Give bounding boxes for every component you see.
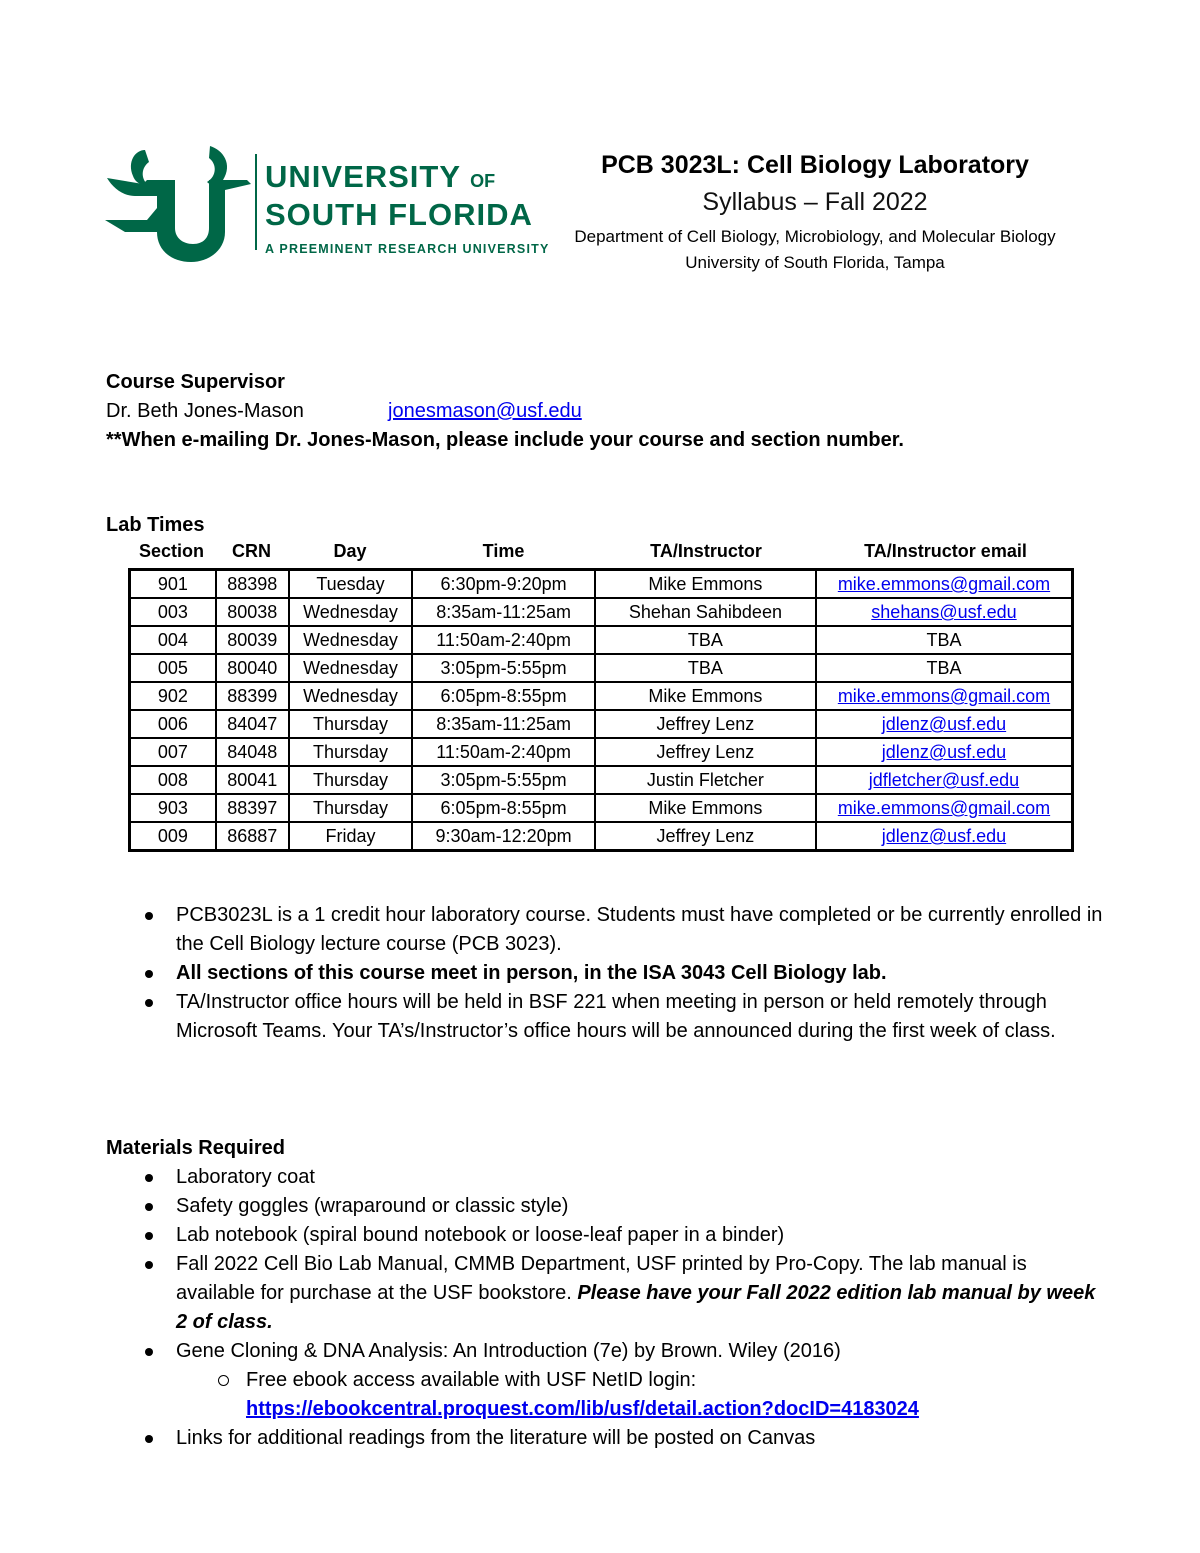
logo-of: OF <box>470 171 496 191</box>
logo-wordmark <box>265 160 550 256</box>
title-block <box>555 148 1075 276</box>
course-notes-list <box>106 901 1106 1046</box>
email-link[interactable]: mike.emmons@gmail.com <box>837 798 1051 818</box>
cell-time: 8:35am-11:25am <box>412 598 594 626</box>
list-item <box>106 1250 1106 1337</box>
supervisor-name: Dr. Beth Jones-Mason <box>106 400 304 422</box>
email-link[interactable]: jdlenz@usf.edu <box>881 742 1007 762</box>
list-item: Lab notebook (spiral bound notebook or loose-leaf paper in a binder) <box>106 1221 1106 1250</box>
cell-day: Thursday <box>289 794 413 822</box>
email-link[interactable]: shehans@usf.edu <box>871 602 1017 622</box>
logo-divider <box>255 154 257 250</box>
column-header-day: Day <box>333 541 367 561</box>
cell-instructor: Justin Fletcher <box>595 766 816 794</box>
university-campus: University of South Florida, Tampa <box>685 253 945 272</box>
cell-email <box>816 710 1073 738</box>
lab-times-heading-wrap <box>106 511 1106 540</box>
cell-crn: 88398 <box>216 570 289 599</box>
cell-email <box>816 822 1073 851</box>
email-link[interactable]: jdfletcher@usf.edu <box>868 770 1020 790</box>
usf-logo <box>105 140 550 265</box>
cell-day: Thursday <box>289 738 413 766</box>
cell-time: 3:05pm-5:55pm <box>412 766 594 794</box>
cell-crn: 86887 <box>216 822 289 851</box>
list-item <box>106 1337 1106 1424</box>
table-row <box>130 794 1073 822</box>
cell-crn: 80040 <box>216 654 289 682</box>
list-item: Safety goggles (wraparound or classic style) <box>106 1192 1106 1221</box>
syllabus-subtitle: Syllabus – Fall 2022 <box>702 188 928 216</box>
cell-instructor: Shehan Sahibdeen <box>595 598 816 626</box>
column-header-ta-instructor: TA/Instructor <box>650 541 762 561</box>
cell-crn: 80039 <box>216 626 289 654</box>
course-supervisor-section <box>106 368 1106 455</box>
supervisor-email-link[interactable]: jonesmason@usf.edu <box>388 400 582 422</box>
lab-manual-emphasis: Please have your Fall 2022 edition lab manual by week 2 of class. <box>176 1282 1096 1333</box>
cell-email: TBA <box>816 626 1073 654</box>
cell-section: 003 <box>130 598 216 626</box>
cell-section: 903 <box>130 794 216 822</box>
table-row <box>130 738 1073 766</box>
cell-time: 6:05pm-8:55pm <box>412 794 594 822</box>
list-item: Links for additional readings from the literature will be posted on Canvas <box>106 1424 1106 1453</box>
cell-crn: 88397 <box>216 794 289 822</box>
logo-tagline: A PREEMINENT RESEARCH UNIVERSITY <box>265 242 550 256</box>
table-row <box>130 682 1073 710</box>
cell-section: 005 <box>130 654 216 682</box>
email-link[interactable]: jdlenz@usf.edu <box>881 714 1007 734</box>
column-header-ta-email: TA/Instructor email <box>864 541 1027 561</box>
table-row <box>130 570 1073 599</box>
cell-time: 8:35am-11:25am <box>412 710 594 738</box>
cell-crn: 84047 <box>216 710 289 738</box>
cell-day: Thursday <box>289 766 413 794</box>
cell-section: 009 <box>130 822 216 851</box>
cell-instructor: Jeffrey Lenz <box>595 822 816 851</box>
logo-south-florida: SOUTH FLORIDA <box>265 197 533 232</box>
cell-instructor: Jeffrey Lenz <box>595 738 816 766</box>
cell-section: 007 <box>130 738 216 766</box>
cell-email <box>816 738 1073 766</box>
lab-times-heading: Lab Times <box>106 514 205 536</box>
table-row <box>130 654 1073 682</box>
cell-time: 6:30pm-9:20pm <box>412 570 594 599</box>
list-item: All sections of this course meet in person, in the ISA 3043 Cell Biology lab. <box>106 959 1106 988</box>
cell-crn: 84048 <box>216 738 289 766</box>
materials-heading: Materials Required <box>106 1137 285 1159</box>
list-item: TA/Instructor office hours will be held in BSF 221 when meeting in person or held remotely through Microsoft Teams. Your TA’s/Instructor’s office hours will be announced during the first week of class. <box>106 988 1106 1046</box>
table-row <box>130 822 1073 851</box>
course-title: PCB 3023L: Cell Biology Laboratory <box>601 151 1029 179</box>
cell-instructor: TBA <box>595 654 816 682</box>
cell-day: Wednesday <box>289 682 413 710</box>
textbook-text: Gene Cloning & DNA Analysis: An Introduction (7e) by Brown. Wiley (2016) <box>176 1340 841 1362</box>
materials-list <box>106 1163 1106 1453</box>
cell-day: Wednesday <box>289 598 413 626</box>
cell-time: 9:30am-12:20pm <box>412 822 594 851</box>
lab-schedule-table <box>128 568 1074 852</box>
cell-day: Wednesday <box>289 626 413 654</box>
cell-instructor: Mike Emmons <box>595 794 816 822</box>
column-header-section: Section <box>138 541 204 561</box>
lab-manual-text: Fall 2022 Cell Bio Lab Manual, CMMB Department, USF printed by Pro-Copy. The lab manual is available for purchase at the USF bookstore. <box>176 1253 1027 1304</box>
logo-university: UNIVERSITY <box>265 159 461 194</box>
email-link[interactable]: mike.emmons@gmail.com <box>837 686 1051 706</box>
column-header-crn: CRN <box>232 541 271 561</box>
cell-section: 901 <box>130 570 216 599</box>
textbook-sublist <box>176 1366 1106 1424</box>
ebook-access-text: Free ebook access available with USF NetID login: <box>246 1369 697 1391</box>
cell-crn: 80041 <box>216 766 289 794</box>
cell-instructor: Mike Emmons <box>595 570 816 599</box>
bull-horns-icon <box>105 140 255 265</box>
cell-day: Tuesday <box>289 570 413 599</box>
department: Department of Cell Biology, Microbiology, and Molecular Biology <box>574 227 1056 246</box>
cell-day: Wednesday <box>289 654 413 682</box>
cell-instructor: Mike Emmons <box>595 682 816 710</box>
supervisor-heading: Course Supervisor <box>106 371 285 393</box>
list-item: Laboratory coat <box>106 1163 1106 1192</box>
cell-crn: 88399 <box>216 682 289 710</box>
cell-email <box>816 766 1073 794</box>
supervisor-email-note: **When e-mailing Dr. Jones-Mason, please include your course and section number. <box>106 429 904 451</box>
cell-section: 902 <box>130 682 216 710</box>
ebook-link[interactable]: https://ebookcentral.proquest.com/lib/usf/detail.action?docID=4183024 <box>246 1398 919 1420</box>
table-row <box>130 766 1073 794</box>
email-link[interactable]: jdlenz@usf.edu <box>881 826 1007 846</box>
cell-time: 11:50am-2:40pm <box>412 626 594 654</box>
cell-instructor: TBA <box>595 626 816 654</box>
cell-section: 008 <box>130 766 216 794</box>
cell-email <box>816 682 1073 710</box>
cell-time: 3:05pm-5:55pm <box>412 654 594 682</box>
cell-section: 004 <box>130 626 216 654</box>
cell-instructor: Jeffrey Lenz <box>595 710 816 738</box>
cell-time: 6:05pm-8:55pm <box>412 682 594 710</box>
cell-time: 11:50am-2:40pm <box>412 738 594 766</box>
cell-email <box>816 598 1073 626</box>
cell-email: TBA <box>816 654 1073 682</box>
email-link[interactable]: mike.emmons@gmail.com <box>837 574 1051 594</box>
table-row <box>130 710 1073 738</box>
cell-email <box>816 794 1073 822</box>
materials-section <box>106 1134 1106 1453</box>
cell-section: 006 <box>130 710 216 738</box>
table-row <box>130 626 1073 654</box>
list-item <box>176 1366 1106 1424</box>
cell-day: Thursday <box>289 710 413 738</box>
column-header-time: Time <box>482 541 525 561</box>
course-notes <box>106 901 1106 1046</box>
table-row <box>130 598 1073 626</box>
schedule-column-headers <box>128 541 1074 569</box>
list-item: PCB3023L is a 1 credit hour laboratory course. Students must have completed or be currently enrolled in the Cell Biology lecture course (PCB 3023). <box>106 901 1106 959</box>
cell-day: Friday <box>289 822 413 851</box>
cell-email <box>816 570 1073 599</box>
cell-crn: 80038 <box>216 598 289 626</box>
